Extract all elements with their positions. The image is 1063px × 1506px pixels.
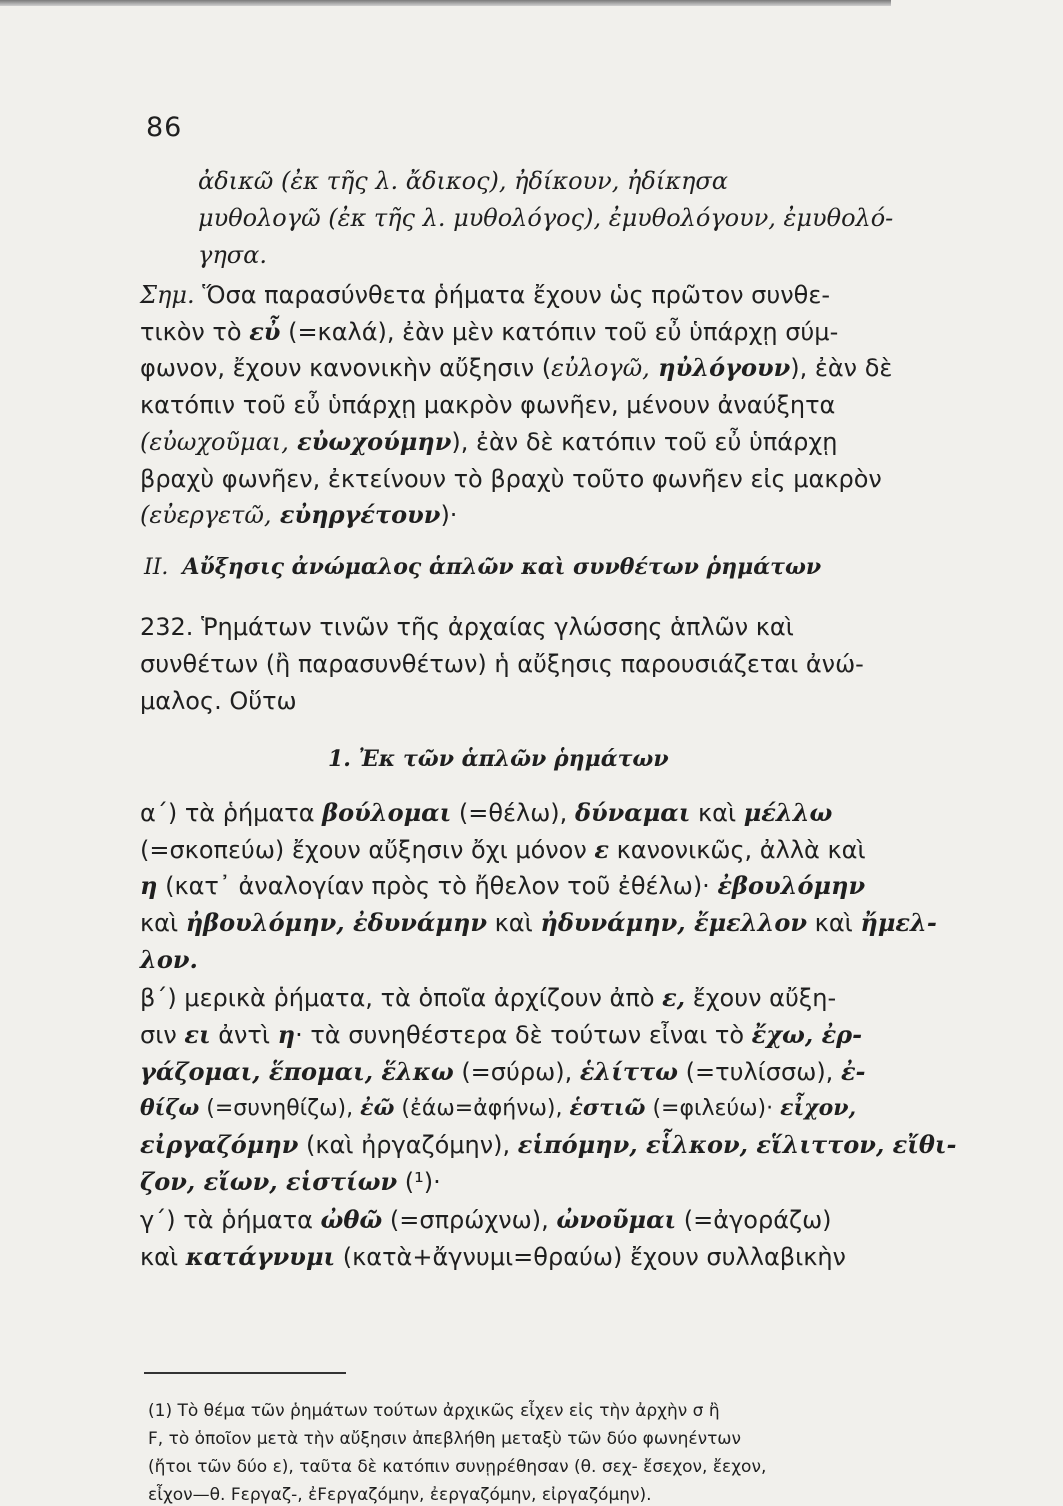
text-run: (=θέλω), <box>451 799 575 827</box>
text-run: ἠδυνάμην, ἔμελλον <box>540 908 808 937</box>
text-run: ηὐλόγουν <box>649 353 791 382</box>
text-run: ἀντὶ <box>210 1021 278 1049</box>
text-run: (=σκοπεύω) ἔχουν αὔξησιν ὄχι μόνον <box>140 836 595 864</box>
footnote-divider <box>144 1372 346 1374</box>
text-run: (¹)· <box>397 1168 441 1196</box>
text-run: ἑλίττω <box>579 1057 679 1086</box>
text-run: (κατὰ+ἄγνυμι=θραύω) ἔχουν συλλαβικὴν <box>335 1243 846 1271</box>
note-line-2 <box>140 317 875 347</box>
text-run: φωνον, ἔχουν κανονικὴν αὔξησιν ( <box>140 354 552 382</box>
text-run: (εὐεργετῶ, <box>140 501 272 529</box>
text-run: σιν <box>140 1021 185 1049</box>
text-run: βούλομαι <box>322 798 452 827</box>
text-run: (ἐάω=ἀφήνω), <box>394 1096 570 1121</box>
item-b-line-1 <box>140 983 875 1013</box>
text-run: η <box>277 1020 296 1049</box>
text-run: ), ἐὰν δὲ κατόπιν τοῦ εὖ ὑπάρχῃ <box>451 428 838 456</box>
text-run: ε <box>594 835 609 864</box>
text-run: β΄) μερικὰ ῥήματα, τὰ ὁποῖα ἀρχίζουν ἀπὸ <box>140 984 663 1012</box>
footnote-line-3: (ἤτοι τῶν δύο ε), ταῦτα δὲ κατόπιν συνῃρέθησαν (θ. σεχ- ἔσεχον, ἔεχον, <box>148 1457 767 1477</box>
note-line-3 <box>140 353 893 383</box>
text-run: ἠβουλόμην, ἐδυνάμην <box>185 908 488 937</box>
text-run: ἐ- <box>840 1057 866 1086</box>
note-line-7 <box>140 500 875 530</box>
para-232-line-3: μαλος. Οὕτω <box>140 687 297 715</box>
text-run: καὶ <box>140 1243 186 1271</box>
text-run: ὠθῶ <box>320 1205 383 1234</box>
note-line-6: βραχὺ φωνῆεν, ἐκτείνουν τὸ βραχὺ τοῦτο φωνῆεν εἰς μακρὸν <box>140 465 882 493</box>
text-run: εὐωχούμην <box>288 427 452 456</box>
text-run: ε, <box>662 983 686 1012</box>
item-c-line-2 <box>140 1242 875 1272</box>
text-run: καὶ <box>487 909 541 937</box>
text-run: εἶχον, <box>780 1095 857 1121</box>
text-run: (καὶ ἠργαζόμην), <box>298 1131 518 1159</box>
item-b-line-2 <box>140 1020 875 1050</box>
text-run: (εὐωχοῦμαι, <box>140 428 289 456</box>
note-line-1 <box>140 280 875 310</box>
text-run: (=φιλεύω)· <box>645 1096 781 1121</box>
footnote-line-4: εἶχον—θ. Ϝεργαζ-, ἐϜεργαζόμην, ἐεργαζόμην, εἰργαζόμην). <box>148 1485 652 1505</box>
text-run: καὶ <box>690 799 744 827</box>
item-b-line-3 <box>140 1057 875 1087</box>
note-line-4: κατόπιν τοῦ εὖ ὑπάρχῃ μακρὸν φωνῆεν, μένουν ἀναύξητα <box>140 391 836 419</box>
para-232-line-1: 232. Ῥημάτων τινῶν τῆς ἀρχαίας γλώσσης ἁπλῶν καὶ <box>140 613 794 641</box>
item-a-line-2 <box>140 835 875 865</box>
text-run: μέλλω <box>743 798 833 827</box>
text-run: ἐβουλόμην <box>717 871 866 900</box>
text-run: εἰργαζόμην <box>140 1130 299 1159</box>
text-run: (κατ᾽ ἀναλογίαν πρὸς τὸ ἤθελον τοῦ ἐθέλω)· <box>157 872 718 900</box>
item-b-line-5 <box>140 1130 957 1160</box>
text-run: (=σύρω), <box>453 1058 580 1086</box>
footnote-line-1: (1) Τὸ θέμα τῶν ῥημάτων τούτων ἀρχικῶς εἶχεν εἰς τὴν ἀρχὴν σ ἢ <box>148 1401 720 1421</box>
text-run: κανονικῶς, ἀλλὰ καὶ <box>609 836 866 864</box>
text-run: καὶ <box>807 909 861 937</box>
text-run: κατάγνυμι <box>185 1242 336 1271</box>
text-run: · τὰ συνηθέστερα δὲ τούτων εἶναι τὸ <box>295 1021 752 1049</box>
text-run: ἤμελ- <box>860 908 937 937</box>
text-run: (=συνηθίζω), <box>199 1096 361 1121</box>
text-run: εἱπόμην, εἷλκον, εἵλιττον, εἴθι- <box>517 1130 957 1159</box>
item-c-line-1 <box>140 1205 875 1235</box>
section-title: Αὔξησις ἀνώμαλος ἁπλῶν καὶ συνθέτων ῥημάτων <box>182 554 822 580</box>
note-line-5 <box>140 427 875 457</box>
text-run: καὶ <box>140 909 186 937</box>
intro-example-1: ἀδικῶ (ἐκ τῆς λ. ἄδικος), ἠδίκουν, ἠδίκησα <box>198 167 728 195</box>
text-run: γάζομαι, ἕπομαι, ἕλκω <box>140 1057 454 1086</box>
text-run: (=καλά), ἐὰν μὲν κατόπιν τοῦ εὖ ὑπάρχῃ σύμ- <box>280 318 839 346</box>
item-a-line-5: λον. <box>140 945 198 974</box>
text-run: ὠνοῦμαι <box>556 1205 677 1234</box>
text-run: ἐῶ <box>360 1095 395 1121</box>
text-run: εὖ <box>249 317 281 346</box>
text-run: η <box>140 871 158 900</box>
subheading: 1. Ἐκ τῶν ἁπλῶν ῥημάτων <box>328 746 669 772</box>
text-run: ζον, εἴων, εἱστίων <box>140 1167 398 1196</box>
text-run: (=σπρώχνω), <box>382 1206 557 1234</box>
page-number: 86 <box>146 112 183 143</box>
text-run: )· <box>440 501 458 529</box>
text-run: εὐλογῶ, <box>551 354 650 382</box>
text-run: δύναμαι <box>574 798 691 827</box>
item-b-line-6 <box>140 1167 875 1197</box>
text-run: τικὸν τὸ <box>140 318 250 346</box>
note-label: Σημ. <box>140 281 195 309</box>
section-numeral: ΙΙ. <box>144 555 169 580</box>
text-run: ει <box>184 1020 211 1049</box>
text-run: ), ἐὰν δὲ <box>790 354 893 382</box>
text-run: ἑστιῶ <box>569 1095 646 1121</box>
text-run: Ὅσα παρασύνθετα ῥήματα ἔχουν ὡς πρῶτον συνθε- <box>194 281 830 309</box>
intro-example-3: γησα. <box>198 241 267 269</box>
footnote-line-2: Ϝ, τὸ ὁποῖον μετὰ τὴν αὔξησιν ἀπεβλήθη μεταξὺ τῶν δύο φωνηέντων <box>148 1429 742 1449</box>
text-run: γ΄) τὰ ῥήματα <box>140 1206 321 1234</box>
text-run: θίζω <box>140 1095 200 1121</box>
text-run: α΄) τὰ ῥήματα <box>140 799 323 827</box>
text-run: εὐηργέτουν <box>271 500 441 529</box>
item-a-line-3 <box>140 871 875 901</box>
text-run: (=ἀγοράζω) <box>676 1206 832 1234</box>
text-run: ἔχουν αὔξη- <box>685 984 837 1012</box>
para-232-line-2: συνθέτων (ἢ παρασυνθέτων) ἡ αὔξησις παρουσιάζεται ἀνώ- <box>140 650 864 678</box>
intro-example-2: μυθολογῶ (ἐκ τῆς λ. μυθολόγος), ἐμυθολόγουν, ἐμυθολό- <box>198 204 894 232</box>
item-a-line-4 <box>140 908 937 938</box>
item-b-line-4 <box>140 1093 875 1124</box>
section-heading <box>144 552 879 583</box>
text-run: ἔχω, ἐρ- <box>751 1020 863 1049</box>
text-run: (=τυλίσσω), <box>678 1058 841 1086</box>
item-a-line-1 <box>140 798 875 828</box>
